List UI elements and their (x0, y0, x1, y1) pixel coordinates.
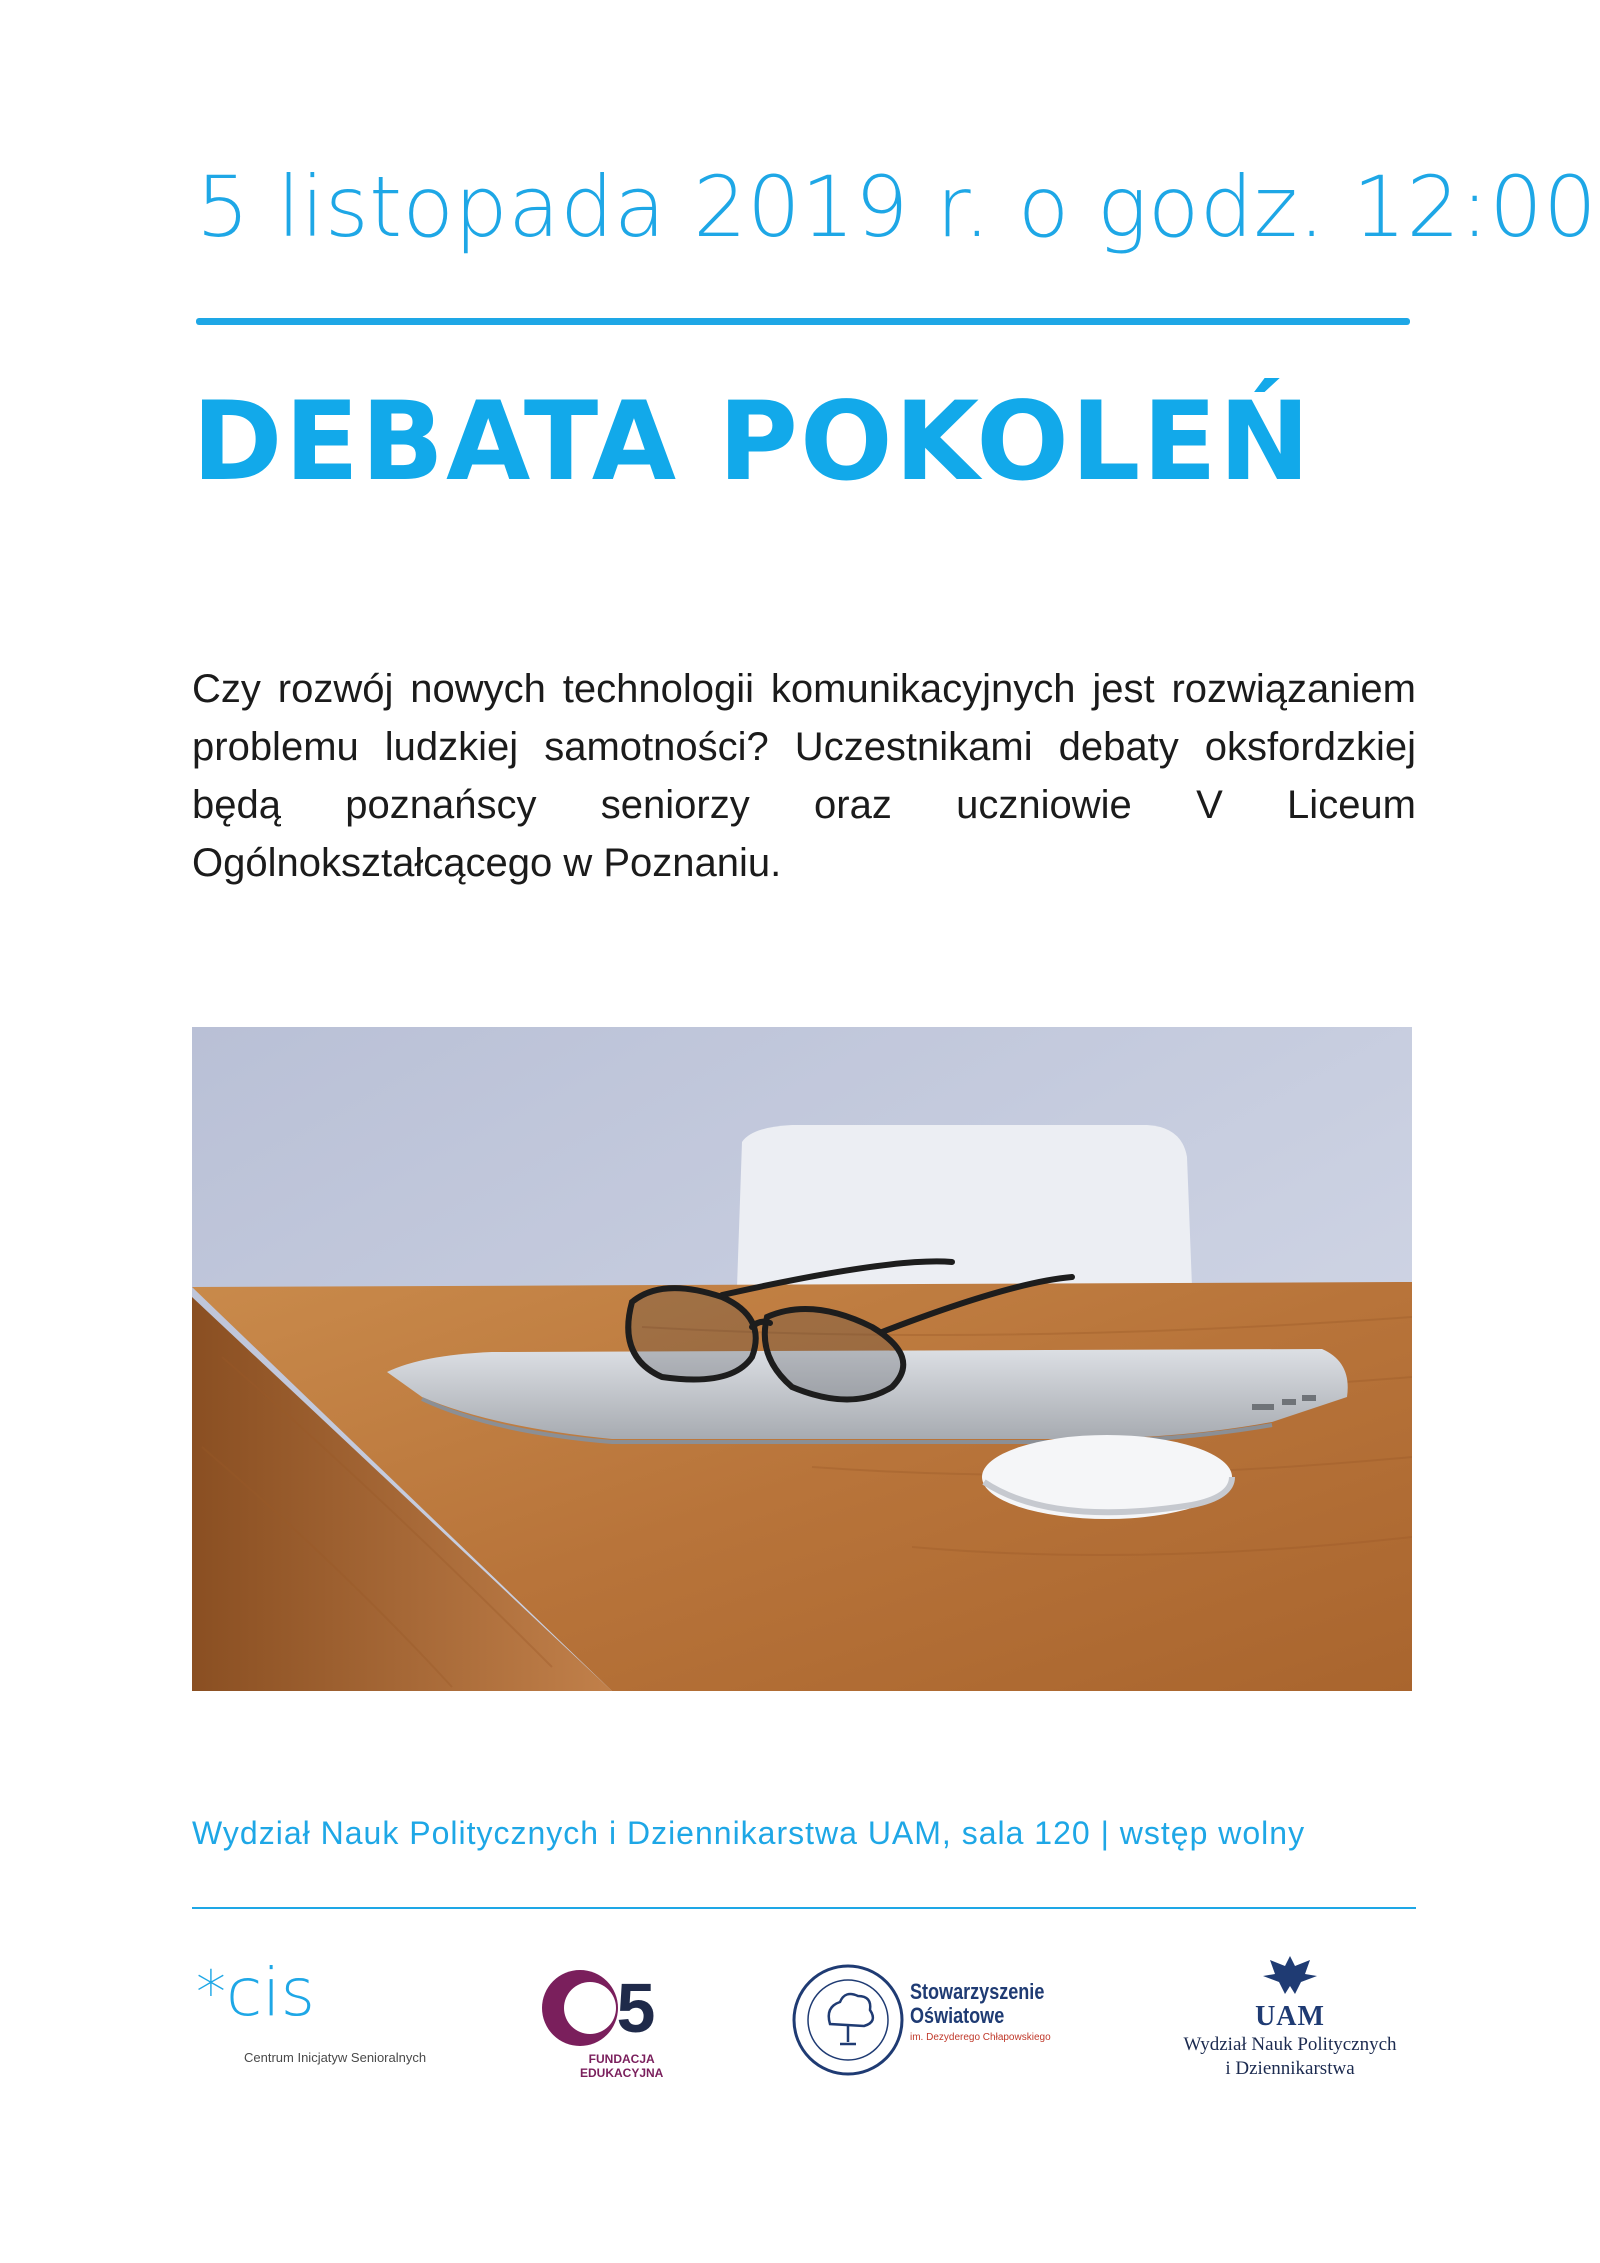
cis-logo (196, 1954, 456, 2090)
stowarzyszenie-logo (790, 1958, 1080, 2088)
desk-photo (192, 1027, 1412, 1691)
uam-logo-line2: i Dziennikarstwa (1225, 2058, 1355, 2079)
g5-emblem-icon (540, 1962, 680, 2054)
stowarzyszenie-line1: Stowarzyszenie (910, 1979, 1045, 2004)
uam-logo-line1: Wydział Nauk Politycznych (1183, 2034, 1397, 2055)
g5-logo-line1: FUNDACJA (588, 2052, 655, 2066)
event-description: Czy rozwój nowych technologii komunikacyjnych jest rozwiązaniem problemu ludzkiej samotności? Uczestnikami debaty oksfordzkiej będą poznańscy seniorzy oraz uczniowie V Liceum Ogólnokształcącego w Poznaniu. (192, 667, 1416, 885)
stowarzyszenie-line3: im. Dezyderego Chłapowskiego (910, 2032, 1051, 2043)
asterisk-icon: * (196, 1958, 226, 2028)
cis-logo-mark: cis (226, 1954, 316, 2031)
uam-logo-mark: UAM (1255, 2001, 1325, 2032)
g5-logo-line2: EDUKACYJNA (580, 2066, 664, 2080)
eagle-icon (1255, 1950, 1325, 1996)
header-divider (196, 318, 1410, 325)
cis-logo-subtitle: Centrum Inicjatyw Senioralnych (244, 2050, 427, 2065)
venue-info: Wydział Nauk Politycznych i Dziennikarstwa UAM, sala 120 | wstęp wolny (192, 1815, 1306, 1851)
g5-foundation-logo (540, 1962, 700, 2092)
uam-logo (1160, 1950, 1420, 2100)
event-title: DEBATA POKOLEŃ (192, 378, 1313, 505)
footer-divider (192, 1907, 1416, 1909)
tree-seal-icon (790, 1962, 906, 2078)
event-date: 5 listopada 2019 r. o godz. 12:00 (196, 158, 1598, 256)
g5-logo-mark: 5 (616, 1969, 656, 2047)
stowarzyszenie-line2: Oświatowe (910, 2003, 1005, 2028)
